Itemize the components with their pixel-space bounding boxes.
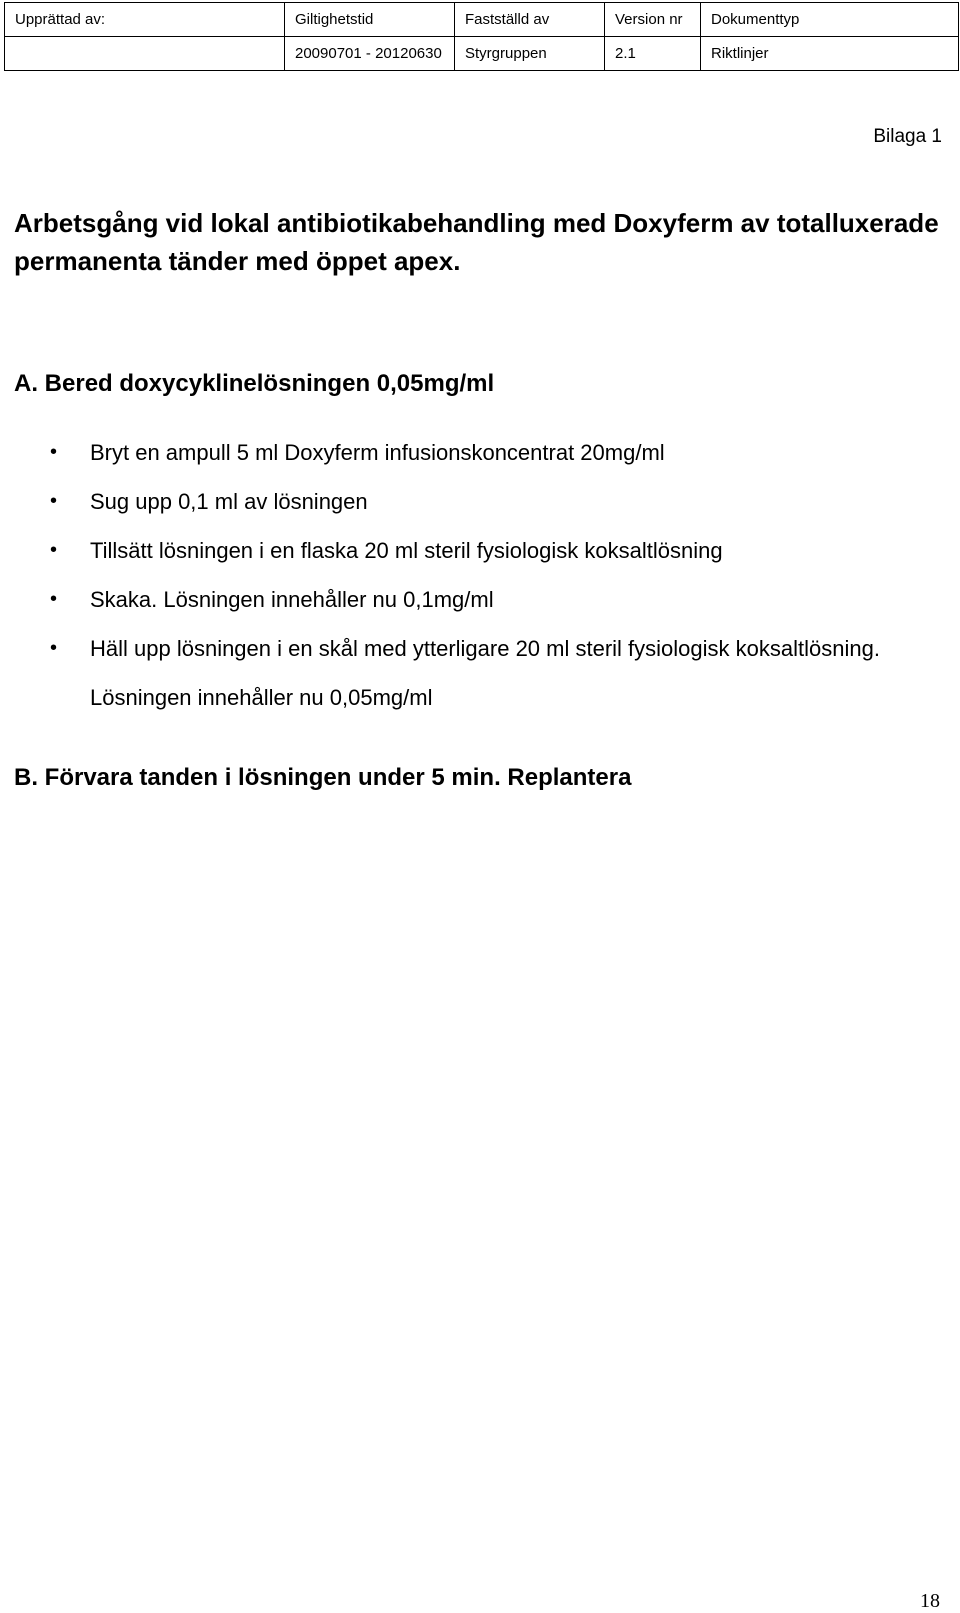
bullet-icon: • [50,441,58,463]
annex-label: Bilaga 1 [873,126,942,147]
header-value-validity: 20090701 - 20120630 [285,37,455,71]
step-text: Häll upp lösningen i en skål med ytterligare 20 ml steril fysiologisk koksaltlösning. Lösningen innehåller nu 0,05mg/ml [90,636,880,710]
step-text: Bryt en ampull 5 ml Doxyferm infusionskoncentrat 20mg/ml [90,440,665,465]
document-header-table [4,2,959,71]
step-item [0,526,940,575]
document-title: Arbetsgång vid lokal antibiotikabehandling med Doxyferm av totalluxerade permanenta tänder med öppet apex. [14,208,939,276]
header-value-approved-by: Styrgruppen [455,37,605,71]
step-item [0,428,940,477]
step-text: Sug upp 0,1 ml av lösningen [90,489,368,514]
header-label-approved-by: Fastställd av [455,3,605,37]
step-item [0,575,940,624]
header-label-row [5,3,959,37]
header-label-doc-type: Dokumenttyp [701,3,959,37]
header-value-row [5,37,959,71]
bullet-icon: • [50,637,58,659]
header-value-version: 2.1 [605,37,701,71]
step-item [0,624,940,722]
header-label-validity: Giltighetstid [285,3,455,37]
step-text: Tillsätt lösningen i en flaska 20 ml steril fysiologisk koksaltlösning [90,538,723,563]
bullet-icon: • [50,588,58,610]
header-value-author [5,37,285,71]
header-label-author: Upprättad av: [5,3,285,37]
header-value-doc-type: Riktlinjer [701,37,959,71]
step-text: Skaka. Lösningen innehåller nu 0,1mg/ml [90,587,494,612]
header-label-version: Version nr [605,3,701,37]
step-item [0,477,940,526]
bullet-icon: • [50,539,58,561]
section-a-heading: A. Bered doxycyklinelösningen 0,05mg/ml [14,370,495,397]
section-b-heading: B. Förvara tanden i lösningen under 5 min. Replantera [14,764,632,791]
page-number: 18 [920,1590,940,1612]
preparation-steps-list [0,428,940,722]
bullet-icon: • [50,490,58,512]
